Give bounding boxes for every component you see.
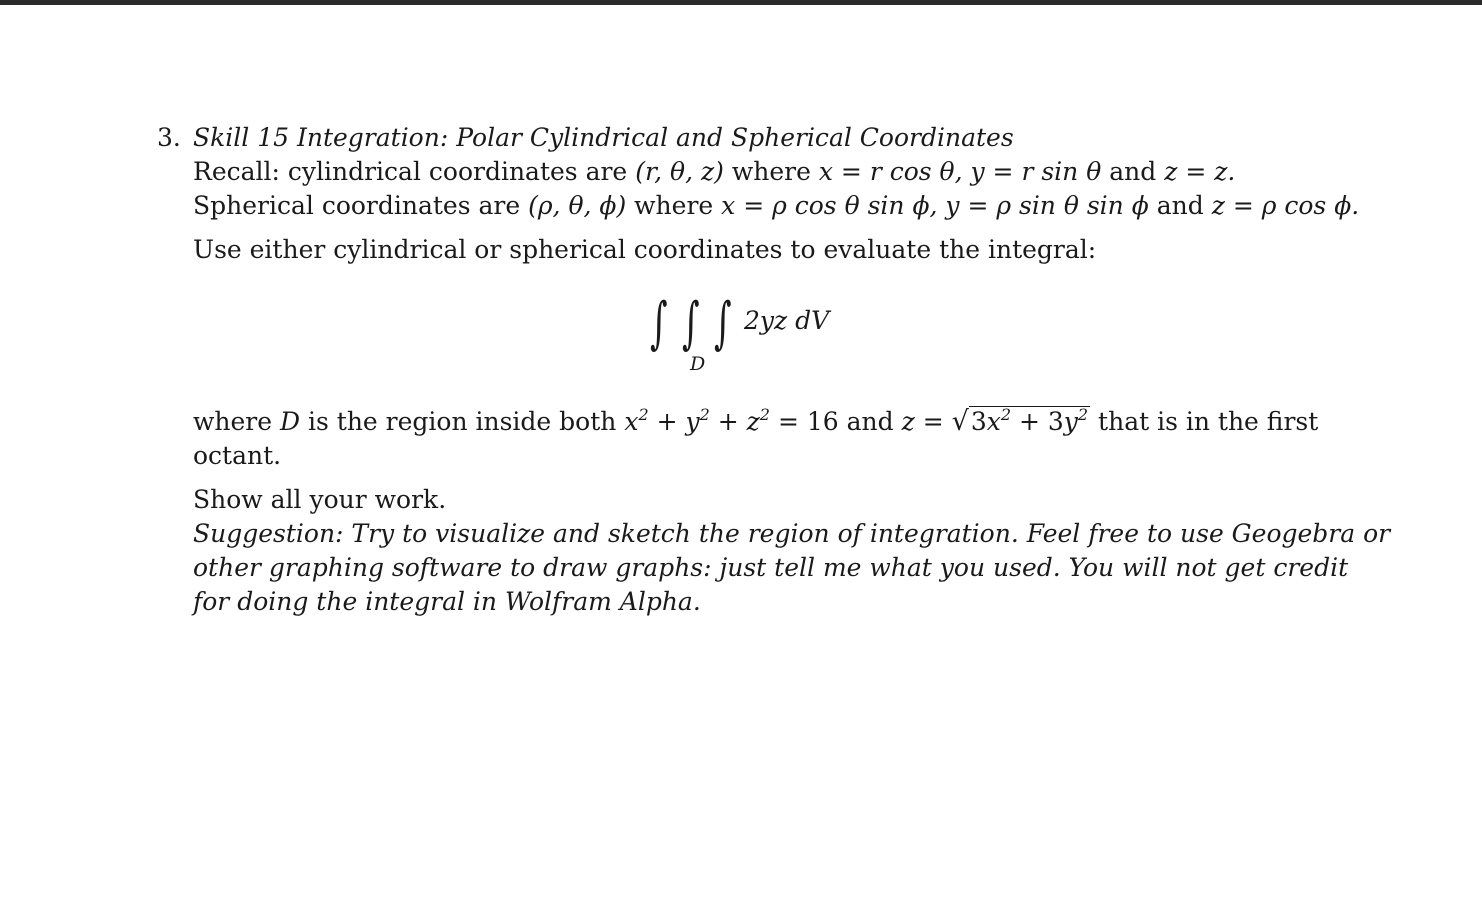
region-symbol: D	[280, 407, 301, 436]
integration-region: D	[690, 353, 706, 375]
cylindrical-tuple: (r, θ, z)	[635, 157, 724, 186]
region-text-and: and	[846, 407, 894, 436]
spherical-tuple: (ρ, θ, ϕ)	[528, 191, 627, 220]
triple-integral	[650, 291, 850, 380]
suggestion-line-2: other graphing software to draw graphs: just tell me what you used. You will not get credit	[193, 553, 1349, 582]
integrand: 2yz dV	[744, 306, 830, 335]
region-text-where: where	[193, 407, 273, 436]
recall-where: where	[731, 157, 811, 186]
spherical-prefix: Spherical coordinates are	[193, 191, 521, 220]
cone-equation-left: z =	[901, 407, 944, 436]
top-border	[0, 0, 1482, 5]
integral-sign-3: ∫	[714, 291, 732, 356]
region-line	[193, 405, 1318, 442]
region-text-inside: is the region inside both	[308, 407, 617, 436]
cone-sqrt: $√3x^2 + 3y^2$	[951, 405, 1089, 437]
problem-title: Skill 15 Integration: Polar Cylindrical and Spherical Coordinates	[193, 123, 1014, 152]
spherical-and: and	[1156, 191, 1204, 220]
spherical-line	[193, 189, 1359, 223]
sphere-equation: $x^2 + y^2 + z^2 = 16$	[624, 405, 839, 436]
spherical-where: where	[634, 191, 714, 220]
integral-sign-1: ∫	[650, 291, 668, 356]
spherical-equations: x = ρ cos θ sin ϕ, y = ρ sin θ sin ϕ	[721, 191, 1149, 220]
recall-and: and	[1109, 157, 1157, 186]
cylindrical-z: z = z.	[1164, 157, 1236, 186]
recall-prefix: Recall: cylindrical coordinates are	[193, 157, 628, 186]
integral-sign-2: ∫	[682, 291, 700, 356]
instruction-text: Use either cylindrical or spherical coordinates to evaluate the integral:	[193, 235, 1097, 264]
show-work-text: Show all your work.	[193, 485, 447, 514]
suggestion-line-3: for doing the integral in Wolfram Alpha.	[193, 587, 701, 616]
suggestion-line-1: Suggestion: Try to visualize and sketch the region of integration. Feel free to use Geogebra or	[193, 519, 1391, 548]
spherical-z: z = ρ cos ϕ.	[1211, 191, 1360, 220]
region-line-2: octant.	[193, 441, 282, 470]
problem-number: 3.	[157, 123, 181, 152]
recall-line	[193, 155, 1235, 189]
region-text-first: that is in the first	[1098, 407, 1319, 436]
cylindrical-equations: x = r cos θ, y = r sin θ	[818, 157, 1102, 186]
